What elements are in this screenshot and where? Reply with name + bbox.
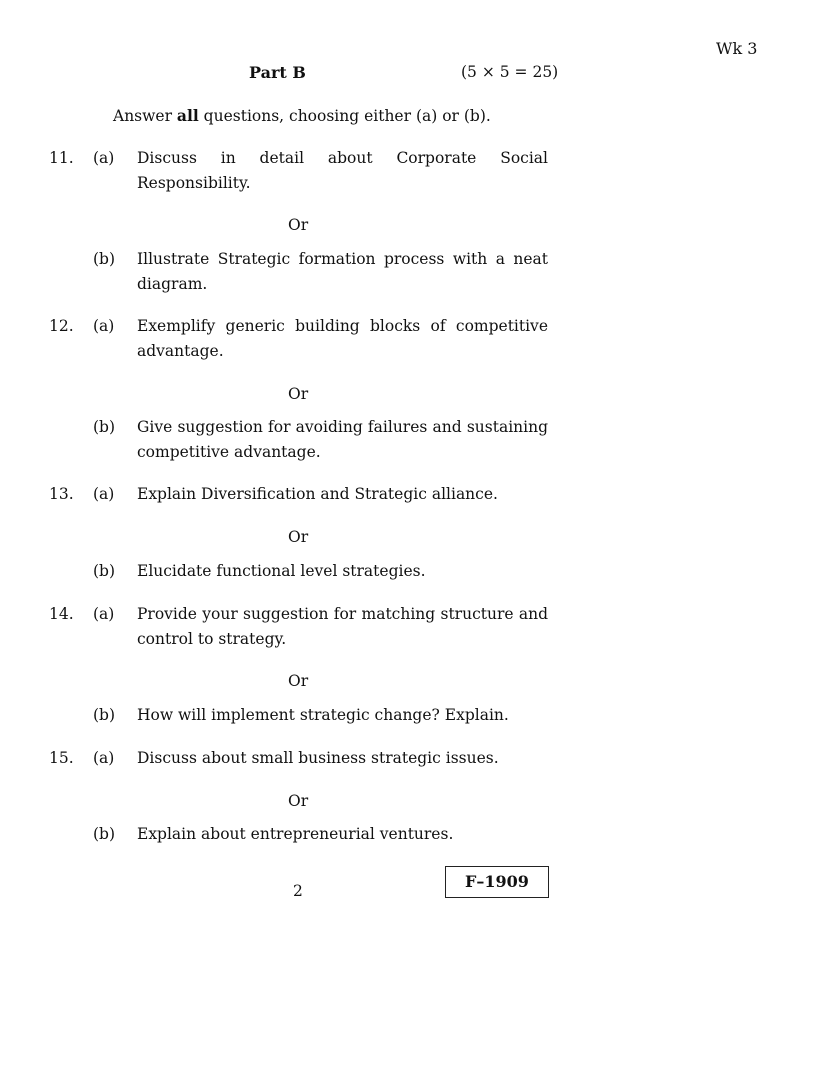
or-separator: Or (288, 216, 309, 234)
or-separator: Or (288, 672, 309, 690)
question-13-b-text: Elucidate functional level strategies. (137, 562, 426, 580)
option-b-label: (b) (93, 418, 116, 436)
option-b-label: (b) (93, 562, 116, 580)
option-b-label: (b) (93, 250, 116, 268)
instruction (113, 106, 491, 125)
question-14-a-text: Provide your suggestion for matching structure and control to strategy. (137, 605, 548, 648)
question-11-b-text: Illustrate Strategic formation process with a neat diagram. (137, 250, 548, 293)
paper-code-box: F–1909 (445, 866, 549, 898)
page-number: 2 (293, 882, 303, 900)
option-a-label: (a) (93, 749, 115, 767)
or-separator: Or (288, 528, 309, 546)
option-a-label: (a) (93, 605, 115, 623)
paper-corner-code: Wk 3 (716, 39, 758, 58)
option-b-label: (b) (93, 825, 116, 843)
or-separator: Or (288, 385, 309, 403)
question-number: 12. (49, 317, 74, 335)
question-number: 14. (49, 605, 74, 623)
question-11-a-text: Discuss in detail about Corporate Social Responsibility. (137, 149, 548, 192)
instruction-emphasis: all (176, 106, 199, 125)
question-14-b-text: How will implement strategic change? Explain. (137, 706, 509, 724)
option-a-label: (a) (93, 149, 115, 167)
question-15-b-text: Explain about entrepreneurial ventures. (137, 825, 454, 843)
option-a-label: (a) (93, 485, 115, 503)
instruction-suffix: questions, choosing either (a) or (b). (198, 107, 491, 125)
part-title: Part B (249, 63, 306, 82)
question-13-a-text: Explain Diversification and Strategic alliance. (137, 485, 498, 503)
option-a-label: (a) (93, 317, 115, 335)
option-b-label: (b) (93, 706, 116, 724)
marks-formula: (5 × 5 = 25) (461, 63, 559, 81)
or-separator: Or (288, 792, 309, 810)
question-12-a-text: Exemplify generic building blocks of competitive advantage. (137, 317, 548, 360)
question-15-a-text: Discuss about small business strategic issues. (137, 749, 499, 767)
question-number: 13. (49, 485, 74, 503)
instruction-prefix: Answer (113, 107, 177, 125)
question-12-b-text: Give suggestion for avoiding failures and sustaining competitive advantage. (137, 418, 548, 461)
question-number: 15. (49, 749, 74, 767)
question-number: 11. (49, 149, 74, 167)
